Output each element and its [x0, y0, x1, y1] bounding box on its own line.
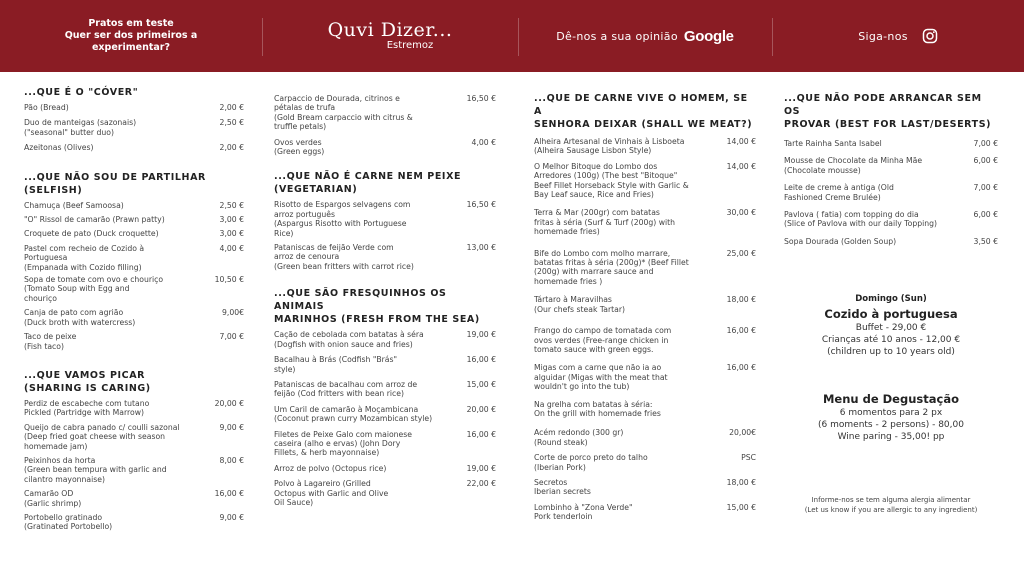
item-name: Croquete de pato (Duck croquette)	[24, 229, 159, 239]
menu-item	[24, 513, 244, 532]
item-price: 13,00 €	[466, 243, 496, 253]
item-price: 9,00 €	[219, 512, 244, 522]
allergy-en: (Let us know if you are allergic to any ingredient)	[804, 506, 978, 515]
menu-item	[274, 330, 496, 349]
item-list	[784, 139, 998, 246]
menu-item	[534, 249, 756, 287]
menu-item	[24, 244, 244, 272]
section-title: ...QUE NÃO PODE ARRANCAR SEM OS PROVAR (BEST FOR LAST/DESERTS)	[784, 93, 992, 130]
review-label: Dê-nos a sua opinião	[556, 29, 678, 43]
menu-item	[534, 326, 756, 354]
item-price: 7,00 €	[973, 183, 998, 193]
item-price: 15,00 €	[726, 502, 756, 512]
item-name: Frango do campo de tomatada com ovos verdes (Free-range chicken in tomato sauce with green eggs.	[534, 326, 672, 354]
item-list	[534, 137, 756, 522]
item-price: 20,00 €	[466, 404, 496, 414]
item-name: Pastel com recheio de Cozido à Portuguesa (Empanada with Cozido filling)	[24, 243, 145, 272]
menu-column-2	[274, 94, 496, 507]
header-bar	[0, 0, 1024, 72]
tasting-line: 6 momentos para 2 px	[839, 408, 943, 419]
menu-item	[274, 200, 496, 238]
item-list	[24, 103, 244, 153]
item-price: 9,00 €	[219, 422, 244, 432]
allergy-pt: Informe-nos se tem alguma alergia alimentar	[811, 496, 971, 505]
menu-item	[24, 308, 244, 327]
item-price: 2,00 €	[219, 143, 244, 153]
item-name: Bacalhau à Brás (Codfish "Brás" style)	[274, 355, 398, 374]
section-title: ...QUE SÃO FRESQUINHOS OS ANIMAIS MARINHOS (FRESH FROM THE SEA)	[274, 288, 480, 326]
menu-item	[534, 137, 756, 156]
item-name: Bife do Lombo com molho marrare, batatas fritas à séria (200g)* (Beef Fillet (200g) with marrare sauce and homemade fries )	[534, 248, 689, 286]
item-name: Corte de porco preto do talho (Iberian Pork)	[534, 453, 648, 472]
item-price: 16,00 €	[726, 363, 756, 373]
menu-item	[534, 363, 756, 391]
tasting-menu	[784, 392, 998, 443]
item-name: Taco de peixe (Fish taco)	[24, 332, 77, 351]
item-name: Canja de pato com agrião (Duck broth with watercress)	[24, 308, 136, 327]
item-name: Um Caril de camarão à Moçambicana (Coconut prawn curry Mozambican style)	[274, 404, 433, 424]
item-name: O Melhor Bitoque do Lombo dos Arredores (100g) (The best "Bitoque" Beef Fillet Horseback Style with Garlic & Bay Leaf sauce, Rice and Fries)	[534, 161, 689, 200]
tasting-line: Wine paring - 35,00! pp	[837, 432, 945, 443]
menu-column-4	[784, 92, 998, 515]
item-price: 7,00 €	[219, 332, 244, 342]
menu-item	[274, 380, 496, 399]
item-price: 2,50 €	[219, 118, 244, 128]
menu-column-1	[24, 86, 244, 532]
menu-item	[274, 94, 496, 132]
item-name: Alheira Artesanal de Vinhais à Lisboeta (Alheira Sausage Lisbon Style)	[534, 137, 685, 156]
item-name: Carpaccio de Dourada, citrinos e pétalas de trufa (Gold Bream carpaccio with citrus & truffle petals)	[274, 94, 413, 132]
section-title: ...QUE NÃO SOU DE PARTILHAR (SELFISH)	[24, 171, 206, 196]
item-price: 16,00 €	[726, 326, 756, 336]
item-price: 20,00€	[729, 428, 756, 438]
item-price: PSC	[741, 453, 756, 463]
menu-item	[784, 139, 998, 148]
menu-item	[534, 453, 756, 472]
menu-item	[534, 162, 756, 200]
item-name: Pataniscas de bacalhau com arroz de feijão (Cod fritters with bean rice)	[274, 379, 418, 399]
item-name: Portobello gratinado (Gratinated Portobello)	[24, 512, 113, 532]
item-price: 3,50 €	[973, 236, 998, 246]
menu-item	[24, 118, 244, 137]
item-price: 6,00 €	[973, 156, 998, 166]
item-name: Filetes de Peixe Galo com maionese caseira (alho e ervas) (John Dory Fillets, & herb mayonnaise)	[274, 429, 413, 458]
item-name: Pão (Bread)	[24, 103, 69, 112]
google-logo: Google	[683, 27, 734, 45]
menu-item	[784, 237, 998, 246]
item-price: 18,00 €	[726, 295, 756, 305]
review-link[interactable]	[518, 0, 772, 72]
item-price: 9,00€	[221, 308, 244, 318]
item-name: Secretos Iberian secrets	[534, 477, 591, 497]
special-line: Crianças até 10 anos - 12,00 €	[821, 335, 961, 346]
logo-name: Quvi Dizer...	[327, 19, 453, 41]
item-price: 8,00 €	[219, 455, 244, 465]
item-name: Ovos verdes (Green eggs)	[274, 137, 325, 157]
item-price: 15,00 €	[466, 379, 496, 389]
menu-item	[534, 400, 756, 419]
item-price: 14,00 €	[726, 137, 756, 146]
promo-line: experimentar?	[91, 42, 170, 53]
menu-item	[24, 143, 244, 152]
item-name: Migas com a carne que não ia ao alguidar (Migas with the meat that wouldn't go into the tub)	[534, 363, 668, 392]
item-name: Tarte Rainha Santa Isabel	[784, 139, 882, 148]
item-name: Azeitonas (Olives)	[24, 143, 94, 153]
menu-item	[534, 295, 756, 314]
item-name: Tártaro à Maravilhas (Our chefs steak Tartar)	[534, 295, 626, 314]
menu-item	[274, 464, 496, 473]
item-name: Peixinhos da horta (Green bean tempura with garlic and cilantro mayonnaise)	[24, 455, 167, 484]
item-price: 18,00 €	[726, 477, 756, 487]
item-name: Perdiz de escabeche com tutano Pickled (Partridge with Marrow)	[24, 398, 150, 418]
menu-item	[274, 430, 496, 458]
special-day: Domingo (Sun)	[855, 294, 927, 305]
follow-link[interactable]	[772, 0, 1024, 72]
item-name: Sopa de tomate com ovo e chouriço (Tomato Soup with Egg and chouriço	[24, 275, 164, 303]
tasting-title: Menu de Degustação	[822, 392, 959, 407]
menu-item	[534, 208, 756, 236]
menu-column-3	[534, 92, 756, 522]
item-name: Na grelha com batatas à séria: On the grill with homemade fries	[534, 399, 661, 418]
menu-item	[274, 405, 496, 424]
menu-item	[274, 243, 496, 271]
menu-item	[24, 275, 244, 303]
menu-item	[784, 156, 998, 175]
menu-item	[274, 479, 496, 507]
item-name: Cação de cebolada com batatas à séra (Dogfish with onion sauce and fries)	[274, 330, 424, 349]
menu-item	[274, 138, 496, 157]
item-name: Terra & Mar (200gr) com batatas fritas à séria (Surf & Turf (200g) with homemade fries)	[534, 208, 676, 237]
item-name: Chamuça (Beef Samoosa)	[24, 200, 124, 210]
menu-item	[274, 355, 496, 374]
item-name: Acém redondo (300 gr) (Round steak)	[534, 428, 624, 447]
item-name: "O" Rissol de camarão (Prawn patty)	[24, 215, 165, 225]
item-name: Sopa Dourada (Golden Soup)	[784, 236, 897, 246]
menu-item	[24, 229, 244, 238]
item-price: 22,00 €	[466, 479, 496, 489]
menu-item	[24, 456, 244, 484]
restaurant-logo[interactable]	[262, 0, 518, 72]
item-name: Queijo de cabra panado c/ coulli sazonal (Deep fried goat cheese with season homemade jam)	[24, 422, 180, 451]
menu-item	[24, 489, 244, 508]
menu-item	[534, 428, 756, 447]
menu-item	[24, 399, 244, 418]
item-list	[24, 399, 244, 532]
item-name: Camarão OD (Garlic shrimp)	[24, 489, 82, 508]
section-title: ...QUE VAMOS PICAR (SHARING IS CARING)	[24, 369, 151, 394]
logo-place: Estremoz	[386, 40, 434, 51]
item-price: 14,00 €	[726, 161, 756, 171]
item-list	[274, 330, 496, 507]
item-name: Leite de creme à antiga (Old Fashioned Creme Brulée)	[784, 183, 894, 202]
special-title: Cozido à portuguesa	[824, 307, 958, 322]
item-list	[24, 201, 244, 351]
section-title: ...QUE DE CARNE VIVE O HOMEM, SE A SENHORA DEIXAR (SHALL WE MEAT?)	[534, 93, 753, 130]
item-price: 10,50 €	[214, 275, 244, 285]
item-name: Pavlova ( fatia) com topping do dia (Slice of Pavlova with our daily Topping)	[784, 210, 938, 229]
section-title: ...QUE NÃO É CARNE NEM PEIXE (VEGETARIAN)	[274, 171, 462, 196]
section-title: ...QUE É O "CÓVER"	[24, 87, 139, 98]
item-list	[274, 200, 496, 271]
menu-item	[784, 210, 998, 229]
item-price: 7,00 €	[973, 139, 998, 148]
item-price: 25,00 €	[726, 248, 756, 258]
item-name: Polvo à Lagareiro (Grilled Octopus with Garlic and Olive Oil Sauce)	[274, 479, 389, 507]
item-price: 16,00 €	[466, 429, 496, 439]
item-price: 16,50 €	[466, 200, 496, 210]
menu-item	[24, 215, 244, 224]
item-list	[274, 94, 496, 156]
tasting-line: (6 moments - 2 persons) - 80,00	[818, 420, 964, 431]
item-price: 19,00 €	[466, 330, 496, 340]
item-name: Pataniscas de feijão Verde com arroz de cenoura (Green bean fritters with carrot rice)	[274, 243, 414, 271]
menu-item	[784, 183, 998, 202]
promo-line: Quer ser dos primeiros a	[64, 30, 198, 41]
sunday-special	[784, 294, 998, 358]
item-name: Risotto de Espargos selvagens com arroz português (Aspargus Risotto with Portuguese Rice)	[274, 200, 411, 238]
allergy-note	[784, 495, 998, 515]
menu-item	[534, 478, 756, 497]
item-price: 3,00 €	[219, 229, 244, 239]
item-price: 2,50 €	[219, 200, 244, 210]
special-line: (children up to 10 years old)	[827, 347, 955, 358]
item-price: 4,00 €	[471, 137, 496, 147]
item-name: Arroz de polvo (Octopus rice)	[274, 463, 387, 473]
item-price: 20,00 €	[214, 398, 244, 408]
item-price: 19,00 €	[466, 463, 496, 473]
menu-item	[24, 103, 244, 112]
instagram-icon[interactable]	[922, 28, 938, 44]
item-name: Lombinho à "Zona Verde" Pork tenderloin	[534, 502, 633, 522]
item-name: Mousse de Chocolate da Minha Mãe (Chocolate mousse)	[784, 156, 923, 175]
item-price: 2,00 €	[219, 103, 244, 112]
item-price: 16,00 €	[466, 355, 496, 365]
item-name: Duo de manteigas (sazonais) ("seasonal" butter duo)	[24, 118, 137, 137]
item-price: 6,00 €	[973, 210, 998, 220]
item-price: 16,50 €	[466, 94, 496, 103]
menu-item	[24, 423, 244, 451]
menu-item	[534, 503, 756, 522]
menu-item	[24, 332, 244, 351]
item-price: 16,00 €	[214, 489, 244, 499]
item-price: 4,00 €	[219, 243, 244, 253]
item-price: 30,00 €	[726, 208, 756, 218]
promo-banner[interactable]	[0, 0, 262, 72]
promo-line: Pratos em teste	[88, 18, 174, 29]
special-line: Buffet - 29,00 €	[855, 323, 927, 334]
item-price: 3,00 €	[219, 215, 244, 225]
follow-label: Siga-nos	[858, 29, 908, 43]
menu-item	[24, 201, 244, 210]
